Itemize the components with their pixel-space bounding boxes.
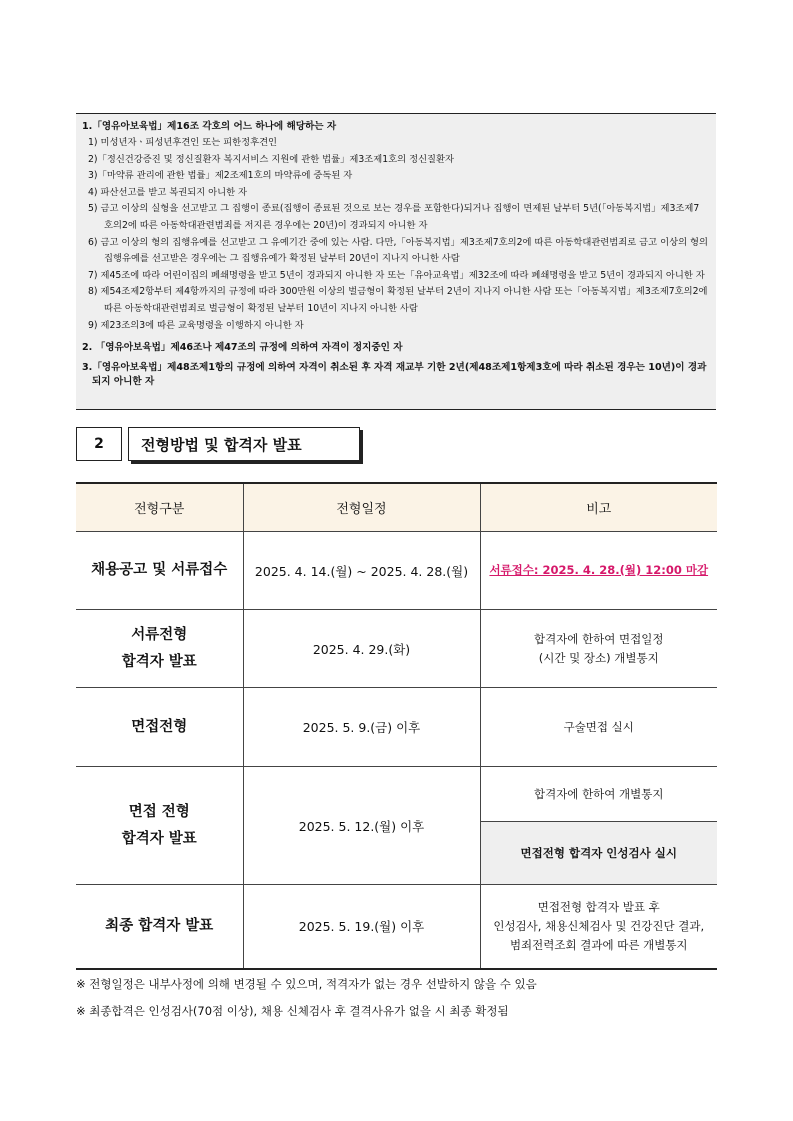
date-cell: 2025. 4. 29.(화) — [243, 610, 480, 688]
note-cell — [480, 610, 717, 688]
section-number: 2 — [76, 427, 122, 461]
date-cell: 2025. 4. 14.(월) ~ 2025. 4. 28.(월) — [243, 532, 480, 610]
schedule-table — [76, 482, 717, 970]
header-date: 전형일정 — [243, 483, 480, 532]
disqualification-item: 4) 파산선고를 받고 복권되지 아니한 자 — [88, 186, 248, 198]
stage-line: 서류전형 — [131, 626, 188, 643]
disqualification-item: 7) 제45조에 따라 어린이집의 폐쇄명령을 받고 5년이 경과되지 아니한 자 또는「유아교육법」제32조에 따라 폐쇄명령을 받고 5년이 경과되지 아니한 자 — [88, 269, 705, 281]
date-cell: 2025. 5. 9.(금) 이후 — [243, 688, 480, 767]
table-row — [76, 688, 717, 767]
stage-line: 합격자 발표 — [121, 830, 197, 847]
note-line: 면접전형 합격자 발표 후 — [537, 899, 660, 914]
disqualification-item: 9) 제23조의3에 따른 교육명령을 이행하지 아니한 자 — [88, 319, 304, 331]
disqualification-list — [82, 135, 708, 334]
stage-cell — [76, 610, 243, 688]
stage-cell — [76, 767, 243, 885]
stage-cell: 최종 합격자 발표 — [76, 885, 243, 969]
disqualification-item: 1) 미성년자ㆍ피성년후견인 또는 피한정후견인 — [88, 137, 278, 148]
stage-cell: 면접전형 — [76, 688, 243, 767]
table-header-row — [76, 483, 717, 532]
note-line: 합격자에 한하여 면접일정 — [533, 631, 664, 646]
note-cell-highlighted: 면접전형 합격자 인성검사 실시 — [480, 822, 717, 885]
note-cell: 합격자에 한하여 개별통지 — [480, 767, 717, 822]
table-row — [76, 767, 717, 822]
footnote: ※ 전형일정은 내부사정에 의해 변경될 수 있으며, 적격자가 없는 경우 선발하지 않을 수 있음 — [76, 977, 537, 991]
stage-line: 합격자 발표 — [121, 653, 197, 670]
stage-line: 면접 전형 — [128, 803, 190, 820]
note-cell — [480, 885, 717, 969]
footnote: ※ 최종합격은 인성검사(70점 이상), 채용 신체검사 후 결격사유가 없을 시 최종 확정됨 — [76, 1004, 509, 1018]
header-note: 비고 — [480, 483, 717, 532]
disqualification-item: 8) 제54조제2항부터 제4항까지의 규정에 따라 300만원 이상의 벌금형이 확정된 날부터 2년이 지나지 아니한 사람 또는「아동복지법」제3조제7호의2에 따른 아동학대관련범죄로 벌금형이 확정된 날부터 10년이 지나지 아니한 사람 — [88, 286, 708, 314]
date-cell: 2025. 5. 12.(월) 이후 — [243, 767, 480, 885]
table-row — [76, 885, 717, 969]
note-line: 인성검사, 채용신체검사 및 건강진단 결과, — [493, 918, 705, 933]
disqualification-item: 3)「마약류 관리에 관한 법률」제2조제1호의 마약류에 중독된 자 — [88, 170, 353, 182]
disqualification-item: 2)「정신건강증진 및 정신질환자 복지서비스 지원에 관한 법률」제3조제1호의 정신질환자 — [88, 153, 454, 165]
note-cell — [480, 532, 717, 610]
note-line: (시간 및 장소) 개별통지 — [538, 650, 659, 665]
disqualification-heading-3: 3.「영유아보육법」제48조제1항의 규정에 의하여 자격이 취소된 후 자격 재교부 기한 2년(제48조제1항제3호에 따라 취소된 경우는 10년)이 경과되지 아니한 자 — [82, 362, 707, 388]
stage-cell: 채용공고 및 서류접수 — [76, 532, 243, 610]
note-line: 범죄전력조회 결과에 따른 개별통지 — [509, 937, 688, 952]
section-title: 전형방법 및 합격자 발표 — [128, 427, 360, 461]
table-row — [76, 532, 717, 610]
date-cell: 2025. 5. 19.(월) 이후 — [243, 885, 480, 969]
disqualification-item: 6) 금고 이상의 형의 집행유예를 선고받고 그 유예기간 중에 있는 사람. 다만,「아동복지법」제3조제7호의2에 따른 아동학대관련범죄로 금고 이상의 형의 집행유예를 선고받은 경우에는 그 집행유예가 확정된 날부터 20년이 지나지 아니한 사람 — [88, 236, 708, 265]
disqualification-box — [76, 113, 716, 410]
disqualification-heading-1: 1.「영유아보육법」제16조 각호의 어느 하나에 해당하는 자 — [82, 121, 337, 132]
table-row — [76, 610, 717, 688]
note-cell: 구술면접 실시 — [480, 688, 717, 767]
header-stage: 전형구분 — [76, 483, 243, 532]
disqualification-item: 5) 금고 이상의 실형을 선고받고 그 집행이 종료(집행이 종료된 것으로 보는 경우를 포함한다)되거나 집행이 면제된 날부터 5년(「아동복지법」제3조제7호의2에 따른 아동학대관련범죄를 저지른 경우에는 20년)이 경과되지 아니한 자 — [88, 203, 700, 231]
deadline-note: 서류접수: 2025. 4. 28.(월) 12:00 마감 — [489, 563, 709, 577]
disqualification-heading-2: 2. 「영유아보육법」제46조나 제47조의 규정에 의하여 자격이 정지중인 자 — [82, 342, 403, 354]
